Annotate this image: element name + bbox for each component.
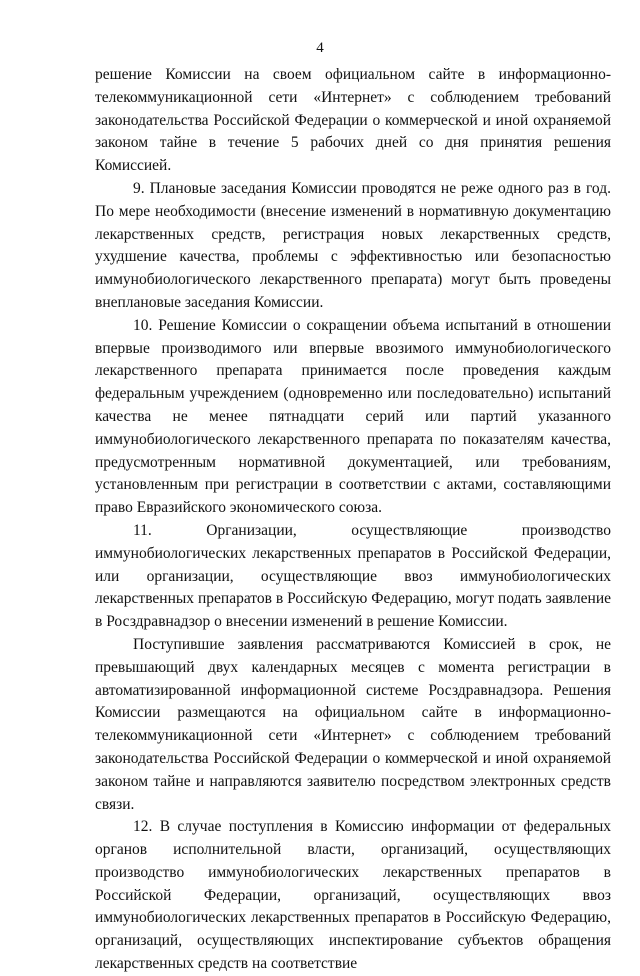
document-body — [95, 64, 611, 976]
page-number: 4 — [316, 40, 324, 56]
paragraph-10: 10. Решение Комиссии о сокращении объема испытаний в отношении впервые производимого или впервые ввозимого иммунобиологического лекарственного препарата принимается после проведения каждым федеральным учреждением (одновременно или последовательно) испытаний качества не менее пятнадцати серий или партий указанного иммунобиологического лекарственного препарата по показателям качества, предусмотренным нормативной документацией, или требованиям, установленным при регистрации в соответствии с актами, составляющими право Евразийского экономического союза. — [95, 316, 611, 517]
paragraph-9: 9. Плановые заседания Комиссии проводятся не реже одного раз в год. По мере необходимости (внесение изменений в нормативную документацию лекарственных средств, регистрация новых лекарственных средств, ухудшение качества, проблемы с эффективностью или безопасностью иммунобиологического лекарственного препарата) могут быть проведены внеплановые заседания Комиссии. — [95, 179, 611, 311]
paragraph-12: 12. В случае поступления в Комиссию информации от федеральных органов исполнительной власти, организаций, осуществляющих производство иммунобиологических лекарственных препаратов в Российской Федерации, организаций, осуществляющих ввоз иммунобиологических лекарственных препаратов в Российскую Федерацию, организаций, осуществляющих инспектирование субъектов обращения лекарственных средств на соответствие — [95, 818, 611, 973]
paragraph-continuation: решение Комиссии на своем официальном сайте в информационно-телекоммуникационной сети «Интернет» с соблюдением требований законодательства Российской Федерации о коммерческой и иной охраняемой законом тайне в течение 5 рабочих дней со дня принятия решения Комиссией. — [95, 66, 611, 175]
paragraph-11-continued: Поступившие заявления рассматриваются Комиссией в срок, не превышающий двух календарных месяцев с момента регистрации в автоматизированной информационной системе Росздравнадзора. Решения Комиссии размещаются на официальном сайте в информационно-телекоммуникационной сети «Интернет» с соблюдением требований законодательства Российской Федерации о коммерческой и иной охраняемой законом тайне и направляются заявителю посредством электронных средств связи. — [95, 635, 611, 813]
paragraph-11: 11. Организации, осуществляющие производство иммунобиологических лекарственных препаратов в Российской Федерации, или организации, осуществляющие ввоз иммунобиологических лекарственных препаратов в Российскую Федерацию, могут подать заявление в Росздравнадзор о внесении изменений в решение Комиссии. — [95, 521, 611, 631]
